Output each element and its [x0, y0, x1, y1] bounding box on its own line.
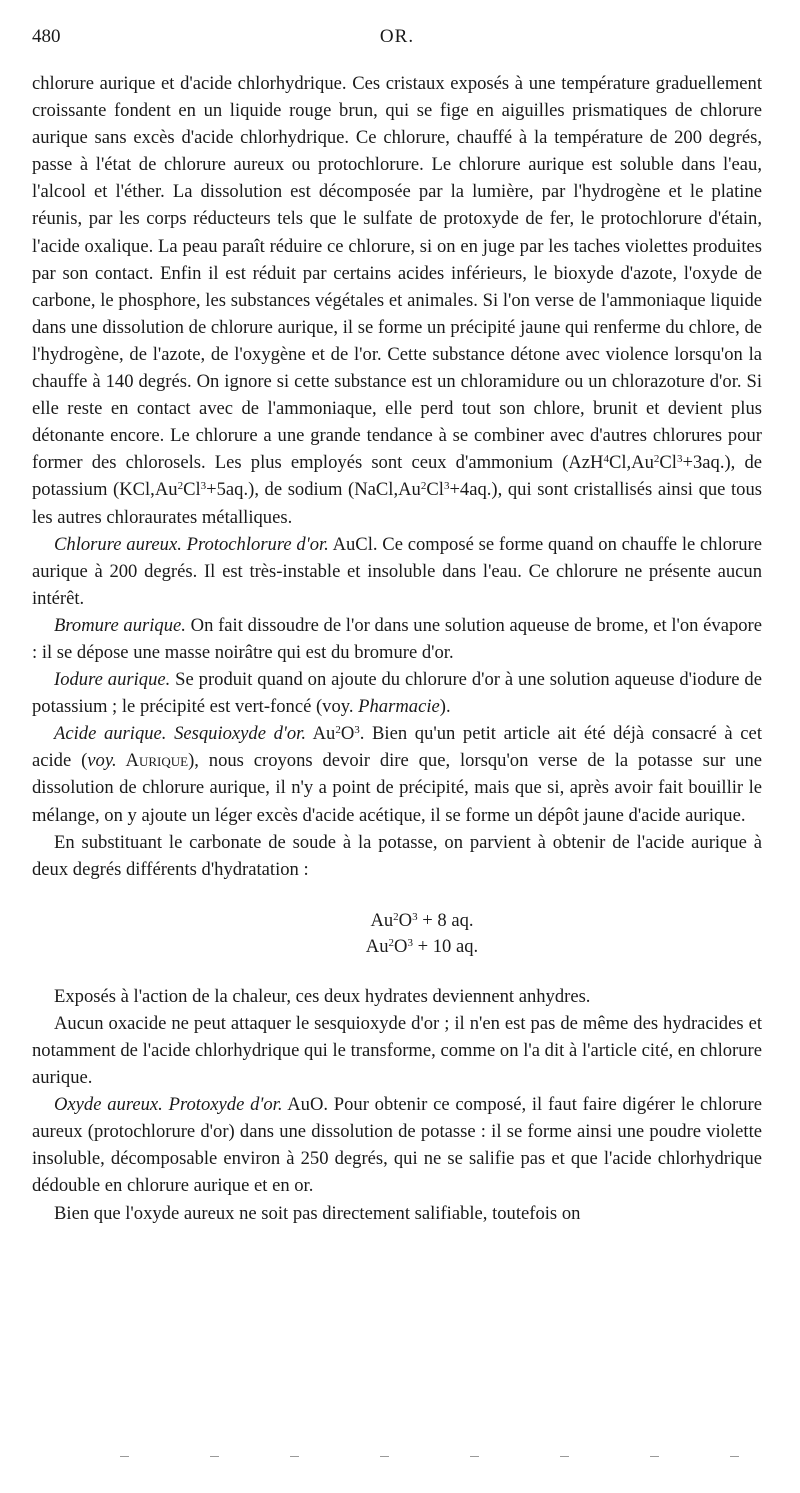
section-title: Oxyde aureux. Protoxyde d'or. [54, 1094, 283, 1116]
section-title: Acide aurique. Sesquioxyde d'or. [54, 723, 306, 745]
paragraph-acide-aurique: Acide aurique. Sesquioxyde d'or. $Au^2O^3$. Bien qu'un petit article ait été déjà consacré à cet acide (voy. Aurique), nous croyons devoir dire que, lorsqu'on verse de la potasse sur une dissolution de chlorure aurique, il n'y a point de précipité, mais que si, après avoir fait bouillir le mélange, on y ajoute un léger excès d'acide acétique, il se forme un dépôt jaune d'acide aurique. [32, 723, 763, 826]
paragraph-chlorure-aureux: Chlorure aureux. Protochlorure d'or. AuCl. Ce composé se forme quand on chauffe le chlorure aurique à 200 degrés. Il est très-instable et insoluble dans l'eau. Ce chlorure ne présente aucun intérêt. [32, 533, 762, 609]
page-header [32, 26, 762, 56]
page-number: 480 [32, 26, 61, 47]
formula-line: $Au^2O^3 + 10$ aq. [365, 935, 479, 957]
paragraph-carbonate: En substituant le carbonate de soude à la potasse, on parvient à obtenir de l'acide aurique à deux degrés différents d'hydratation : [32, 831, 762, 880]
paragraph-hydrates: Exposés à l'action de la chaleur, ces deux hydrates deviennent anhydres. [54, 985, 591, 1007]
cross-reference: Aurique [116, 750, 189, 772]
footer-rule [120, 1456, 740, 1460]
paragraph-oxyde-aureux: Oxyde aureux. Protoxyde d'or. AuO. Pour obtenir ce composé, il faut faire digérer le chlorure aureux (protochlorure d'or) dans une dissolution de potasse : il se forme ainsi une poudre violette insoluble, décomposable environ à 250 degrés, qui ne se salifie pas et que l'acide chlorhydrique dédouble en chlorure aurique et en or. [32, 1094, 762, 1197]
section-title: Chlorure aureux. Protochlorure d'or. [54, 533, 329, 555]
running-title: OR. [379, 26, 415, 47]
paragraph-chlorure-aurique: chlorure aurique et d'acide chlorhydrique. Ces cristaux exposés à une température graduellement croissante fondent en un liquide rouge brun, qui se fige en aiguilles prismatiques de chlorure aurique sans excès d'acide chlorhydrique. Ce chlorure, chauffé à la température de 200 degrés, passe à l'état de chlorure aureux ou protochlorure. Le chlorure aurique est soluble dans l'eau, l'alcool et l'éther. La dissolution est décomposée par la lumière, par l'hydrogène et le platine réunis, par les corps réducteurs tels que le sulfate de protoxyde de fer, le protochlorure d'étain, l'acide oxalique. La peau paraît réduire ce chlorure, si on en juge par les taches violettes produites par son contact. Enfin il est réduit par certains acides inférieurs, le bioxyde d'azote, l'oxyde de carbone, le phosphore, les substances végétales et animales. Si l'on verse de l'ammoniaque liquide dans une dissolution de chlorure aurique, il se forme un précipité jaune qui renferme du chlore, de l'hydrogène, de l'azote, de l'oxygène et de l'or. Cette substance détone avec violence lorsqu'on la chauffe à 140 degrés. On ignore si cette substance est un chloramidure ou un chlorazoture d'or. Si elle reste en contact avec de l'ammoniaque, elle perd tout son chlore, brunit et devient plus détonante encore. Le chlorure a une grande tendance à se combiner avec d'autres chlorures pour former des chlorosels. Les plus employés sont ceux d'ammonium $(AzH^4Cl,Au^2Cl^3+3aq.)$, de potassium $(KCl,Au^2Cl^3+5aq.)$, de sodium $(NaCl,Au^2Cl^3+4aq.)$, qui sont cristallisés ainsi que tous les autres chloraurates métalliques. [32, 73, 762, 528]
paragraph-continuation: Bien que l'oxyde aureux ne soit pas directement salifiable, toutefois on [54, 1202, 581, 1224]
body-text [32, 70, 762, 1227]
paragraph-oxacide: Aucun oxacide ne peut attaquer le sesquioxyde d'or ; il n'en est pas de même des hydracides et notamment de l'acide chlorhydrique qui le transforme, comme on l'a dit à l'article cité, en chlorure aurique. [32, 1012, 762, 1089]
section-title: Iodure aurique. [54, 669, 171, 691]
formula-line: $Au^2O^3 + 8$ aq. [370, 909, 474, 931]
paragraph-bromure-aurique: Bromure aurique. On fait dissoudre de l'or dans une solution aqueuse de brome, et l'on évapore : il se dépose une masse noirâtre qui est du bromure d'or. [32, 614, 762, 663]
formula-block [32, 908, 762, 960]
cross-reference: Pharmacie [358, 696, 440, 718]
paragraph-iodure-aurique: Iodure aurique. Se produit quand on ajoute du chlorure d'or à une solution aqueuse d'iodure de potassium ; le précipité est vert-foncé (voy. Pharmacie). [32, 669, 762, 718]
section-title: Bromure aurique. [54, 614, 186, 636]
